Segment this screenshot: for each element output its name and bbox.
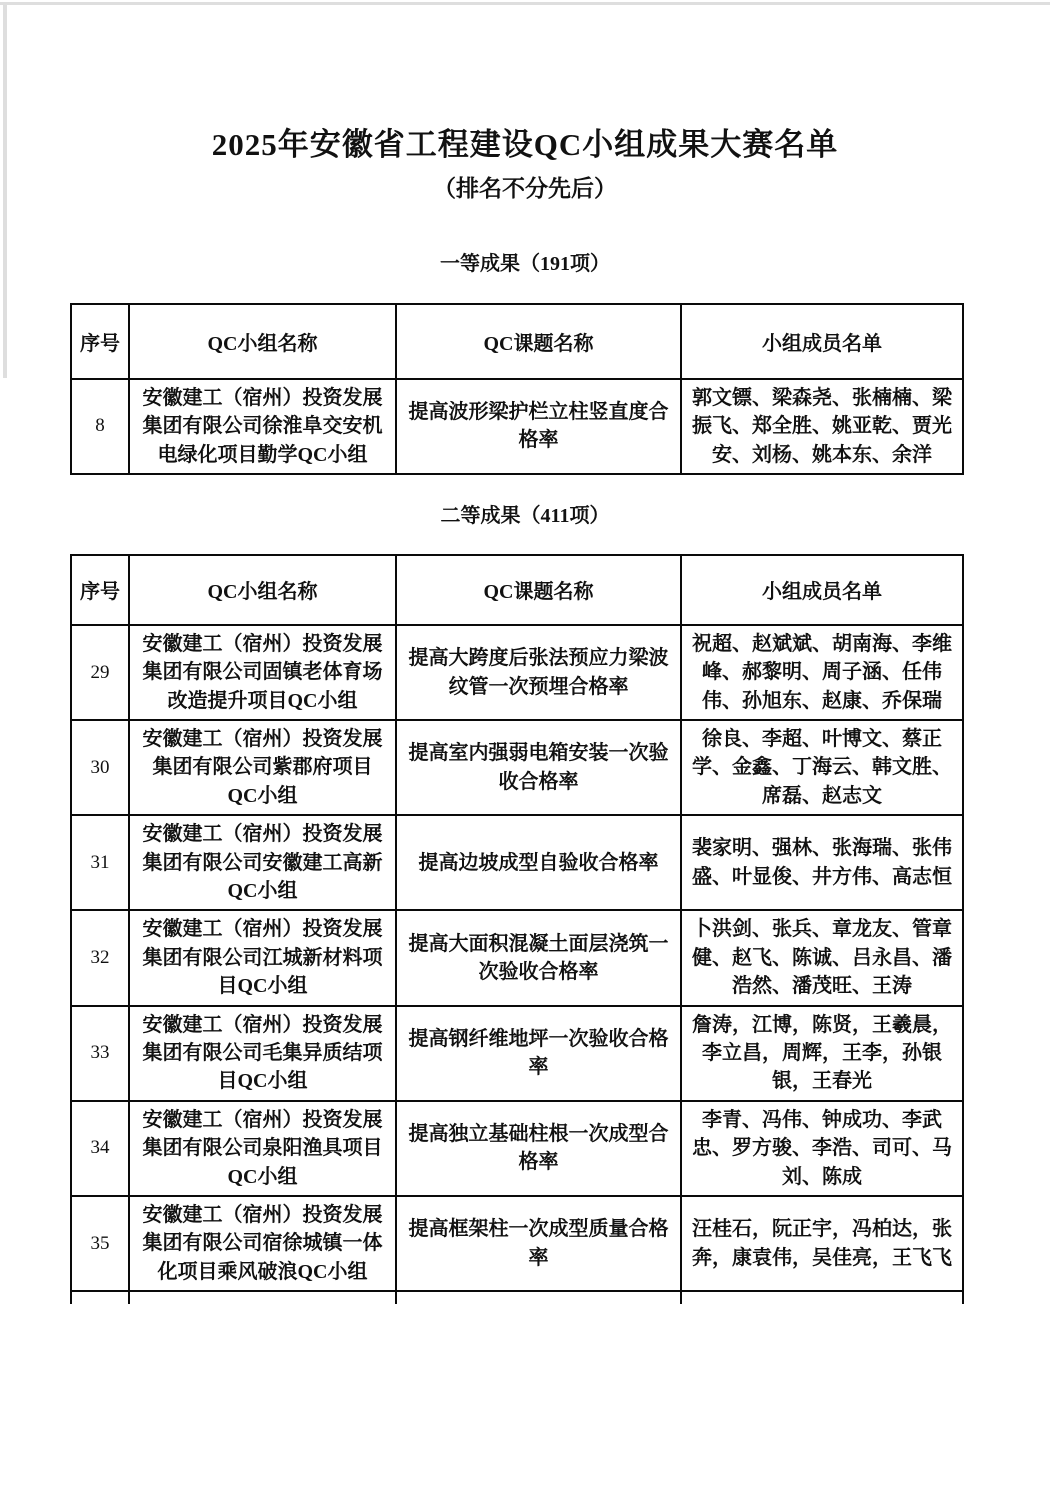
members-list-cell: 郭文镖、梁森尧、张楠楠、梁振飞、郑全胜、姚亚乾、贾光安、刘杨、姚本东、余洋 xyxy=(681,379,963,474)
section-heading-second-prize: 二等成果（411项） xyxy=(440,504,610,527)
table-row xyxy=(71,910,963,1005)
row-number-cell: 35 xyxy=(71,1196,129,1291)
cut-off-table-row xyxy=(71,1291,963,1304)
table-row xyxy=(71,720,963,815)
qc-group-name-cell: 安徽建工（宿州）投资发展集团有限公司安徽建工高新QC小组 xyxy=(129,815,396,910)
table-row xyxy=(71,1006,963,1101)
column-header-members: 小组成员名单 xyxy=(681,555,963,625)
qc-topic-name-cell: 提高大跨度后张法预应力梁波纹管一次预埋合格率 xyxy=(396,625,681,720)
qc-topic-name-cell: 提高波形梁护栏立柱竖直度合格率 xyxy=(396,379,681,474)
qc-topic-name-cell: 提高独立基础柱根一次成型合格率 xyxy=(396,1101,681,1196)
qc-group-name-cell: 安徽建工（宿州）投资发展集团有限公司毛集异质结项目QC小组 xyxy=(129,1006,396,1101)
table-row xyxy=(71,379,963,474)
members-list-cell: 徐良、李超、叶博文、蔡正学、金鑫、丁海云、韩文胜、席磊、赵志文 xyxy=(681,720,963,815)
table-row xyxy=(71,1101,963,1196)
table-header-row xyxy=(71,555,963,625)
qc-topic-name-cell: 提高钢纤维地坪一次验收合格率 xyxy=(396,1006,681,1101)
qc-group-name-cell: 安徽建工（宿州）投资发展集团有限公司泉阳渔具项目QC小组 xyxy=(129,1101,396,1196)
row-number-cell: 30 xyxy=(71,720,129,815)
row-number-cell: 33 xyxy=(71,1006,129,1101)
row-number-cell: 32 xyxy=(71,910,129,1005)
qc-topic-name-cell: 提高大面积混凝土面层浇筑一次验收合格率 xyxy=(396,910,681,1005)
column-header-group: QC小组名称 xyxy=(129,304,396,379)
row-number-cell: 31 xyxy=(71,815,129,910)
page-edge-left-line xyxy=(3,2,7,378)
table-row xyxy=(71,1196,963,1291)
members-list-cell: 李青、冯伟、钟成功、李武忠、罗方骏、李浩、司可、马刘、陈成 xyxy=(681,1101,963,1196)
first-prize-table xyxy=(70,303,964,475)
qc-topic-name-cell: 提高框架柱一次成型质量合格率 xyxy=(396,1196,681,1291)
column-header-topic: QC课题名称 xyxy=(396,555,681,625)
second-prize-table xyxy=(70,554,964,1304)
qc-group-name-cell: 安徽建工（宿州）投资发展集团有限公司固镇老体育场改造提升项目QC小组 xyxy=(129,625,396,720)
members-list-cell: 詹涛，江博，陈贤，王羲晨，李立昌，周辉，王李，孙银银，王春光 xyxy=(681,1006,963,1101)
qc-group-name-cell: 安徽建工（宿州）投资发展集团有限公司宿徐城镇一体化项目乘风破浪QC小组 xyxy=(129,1196,396,1291)
table-row xyxy=(71,625,963,720)
column-header-members: 小组成员名单 xyxy=(681,304,963,379)
row-number-cell: 29 xyxy=(71,625,129,720)
qc-group-name-cell: 安徽建工（宿州）投资发展集团有限公司紫郡府项目QC小组 xyxy=(129,720,396,815)
column-header-no: 序号 xyxy=(71,304,129,379)
page-edge-top-line xyxy=(0,2,1050,5)
table-header-row xyxy=(71,304,963,379)
section-heading-first-prize: 一等成果（191项） xyxy=(440,252,610,275)
members-list-cell: 汪桂石，阮正宇，冯柏达，张奔，康袁伟，吴佳亮，王飞飞 xyxy=(681,1196,963,1291)
row-number-cell: 8 xyxy=(71,379,129,474)
qc-group-name-cell: 安徽建工（宿州）投资发展集团有限公司徐淮阜交安机电绿化项目勤学QC小组 xyxy=(129,379,396,474)
column-header-group: QC小组名称 xyxy=(129,555,396,625)
page-title: 2025年安徽省工程建设QC小组成果大赛名单 xyxy=(211,127,839,162)
column-header-topic: QC课题名称 xyxy=(396,304,681,379)
table-row xyxy=(71,815,963,910)
qc-group-name-cell: 安徽建工（宿州）投资发展集团有限公司江城新材料项目QC小组 xyxy=(129,910,396,1005)
qc-topic-name-cell: 提高边坡成型自验收合格率 xyxy=(396,815,681,910)
members-list-cell: 裴家明、强林、张海瑞、张伟盛、叶显俊、井方伟、高志恒 xyxy=(681,815,963,910)
column-header-no: 序号 xyxy=(71,555,129,625)
row-number-cell: 34 xyxy=(71,1101,129,1196)
members-list-cell: 祝超、赵斌斌、胡南海、李维峰、郝黎明、周子涵、任伟伟、孙旭东、赵康、乔保瑞 xyxy=(681,625,963,720)
page-subtitle: （排名不分先后） xyxy=(433,175,617,201)
qc-topic-name-cell: 提高室内强弱电箱安装一次验收合格率 xyxy=(396,720,681,815)
members-list-cell: 卜洪剑、张兵、章龙友、管章健、赵飞、陈诚、吕永昌、潘浩然、潘茂旺、王涛 xyxy=(681,910,963,1005)
